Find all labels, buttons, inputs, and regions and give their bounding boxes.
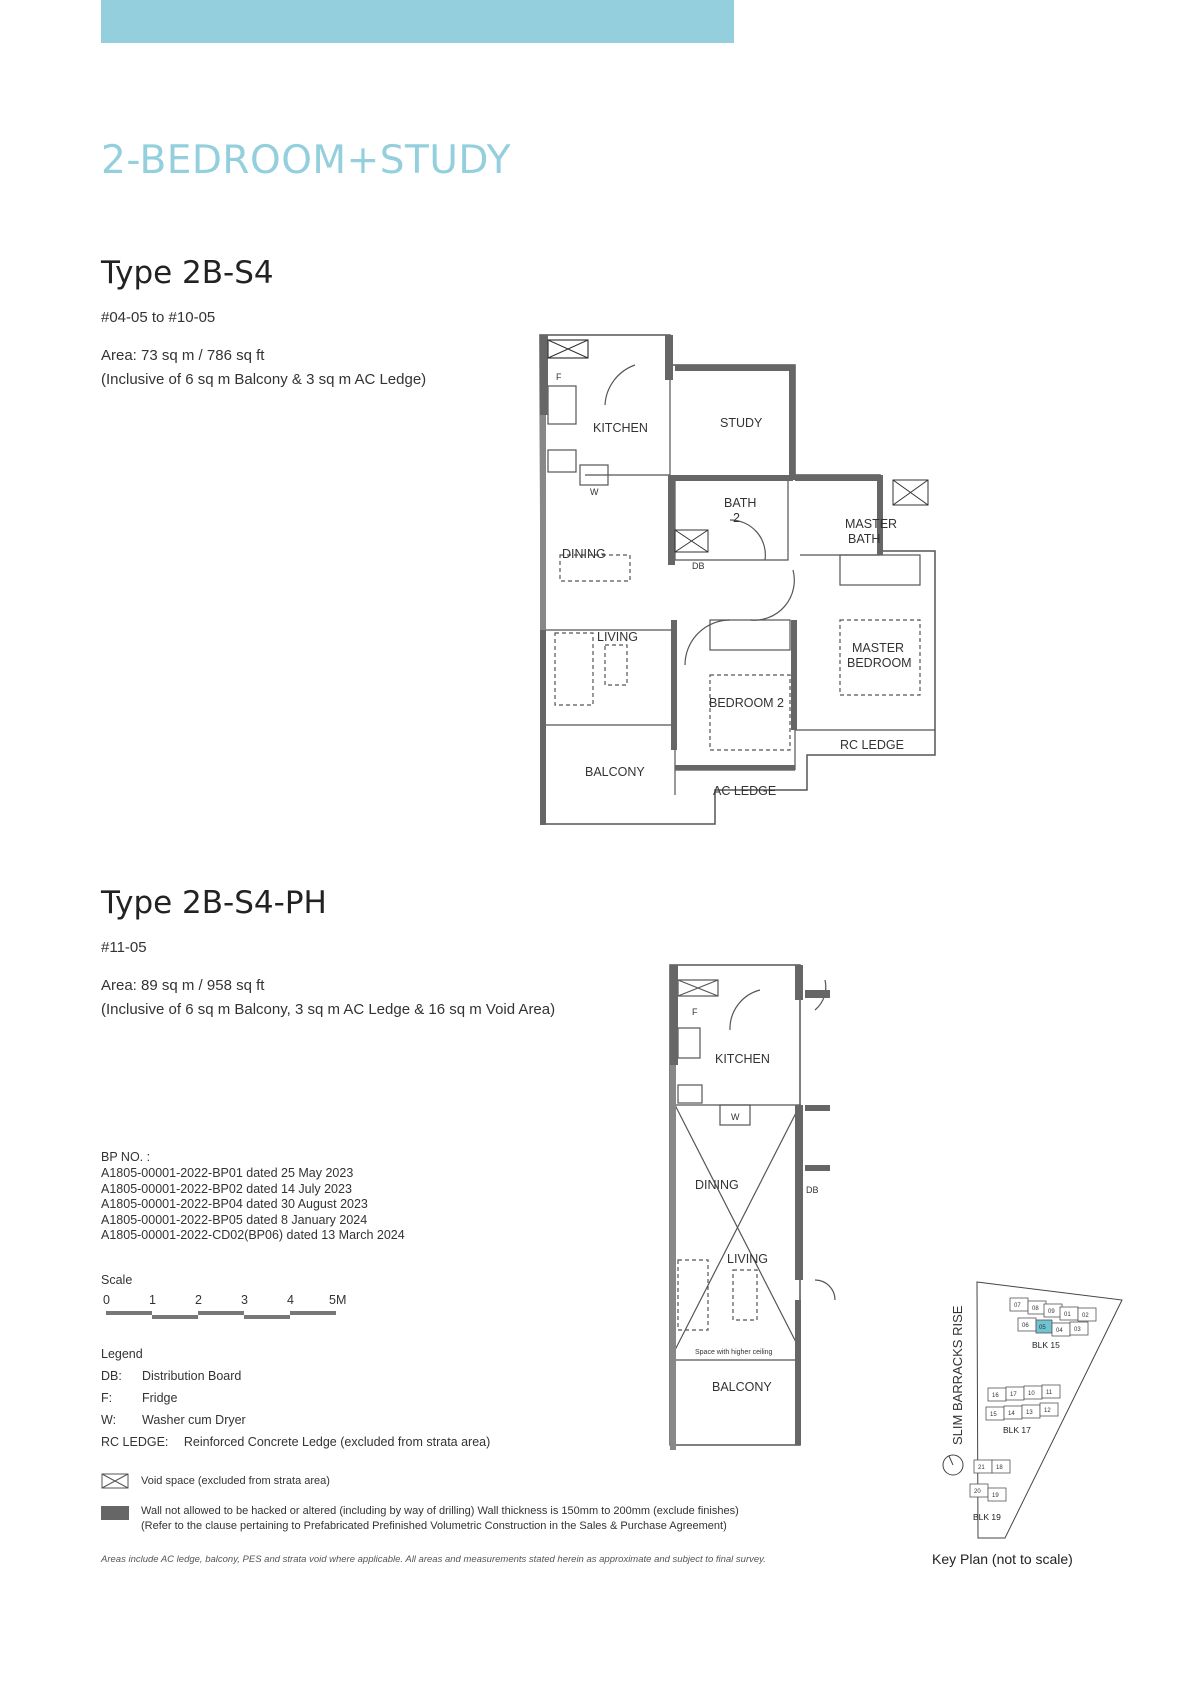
type2-area: Area: 89 sq m / 958 sq ft xyxy=(101,977,265,994)
t1-rcledge-label: RC LEDGE xyxy=(840,738,904,752)
bp-item: A1805-00001-2022-BP04 dated 30 August 2023 xyxy=(101,1197,368,1211)
svg-text:09: 09 xyxy=(1048,1309,1055,1315)
type2-units: #11-05 xyxy=(101,939,147,956)
scale-tick: 0 xyxy=(103,1293,110,1307)
t1-masterbed-b: BEDROOM xyxy=(847,656,912,670)
bp-list xyxy=(101,1166,405,1244)
svg-text:06: 06 xyxy=(1022,1323,1029,1329)
svg-text:10: 10 xyxy=(1028,1391,1035,1397)
svg-text:01: 01 xyxy=(1064,1312,1071,1318)
type1-inclusive: (Inclusive of 6 sq m Balcony & 3 sq m AC Ledge) xyxy=(101,371,427,388)
t1-kitchen-label: KITCHEN xyxy=(593,421,648,435)
wall-swatch xyxy=(101,1506,129,1520)
svg-text:18: 18 xyxy=(996,1465,1003,1471)
type2-title: Type 2B-S4-PH xyxy=(101,885,327,921)
t1-masterbath-b: BATH xyxy=(848,532,881,546)
legend-item-db: DB: Distribution Board xyxy=(101,1369,242,1383)
bp-item: A1805-00001-2022-BP02 dated 14 July 2023 xyxy=(101,1181,352,1196)
svg-text:19: 19 xyxy=(992,1493,999,1499)
t1-balcony-label: BALCONY xyxy=(585,765,645,779)
key-plan xyxy=(940,1270,1140,1540)
scale-tick: 3 xyxy=(241,1293,248,1307)
t2-f-label: F xyxy=(692,1007,698,1017)
blk19-label: BLK 19 xyxy=(973,1512,1001,1522)
type1-floor-plan xyxy=(535,330,945,830)
legend-void: Void space (excluded from strata area) xyxy=(141,1475,330,1487)
t1-bedroom2-label: BEDROOM 2 xyxy=(709,696,785,710)
t2-ceiling-label: Space with higher ceiling xyxy=(695,1349,773,1356)
t2-db-label: DB xyxy=(806,1185,819,1195)
svg-text:20: 20 xyxy=(974,1489,981,1495)
svg-text:21: 21 xyxy=(978,1465,985,1471)
t1-f-label: F xyxy=(556,372,562,382)
svg-text:17: 17 xyxy=(1010,1392,1017,1398)
t1-study-label: STUDY xyxy=(720,416,763,430)
t1-masterbed-a: MASTER xyxy=(852,641,905,655)
t1-acledge-label: AC LEDGE xyxy=(713,784,777,798)
void-swatch xyxy=(101,1473,129,1489)
bp-item: A1805-00001-2022-CD02(BP06) dated 13 March 2024 xyxy=(101,1228,405,1242)
svg-text:08: 08 xyxy=(1032,1306,1039,1312)
type2-floor-plan xyxy=(665,960,845,1460)
t1-w-label: W xyxy=(590,487,599,497)
legend-item-w: W: Washer cum Dryer xyxy=(101,1413,246,1427)
svg-text:02: 02 xyxy=(1082,1313,1089,1319)
north-arrow-icon xyxy=(943,1455,963,1475)
key-plan-caption: Key Plan (not to scale) xyxy=(932,1551,1073,1567)
page-title: 2-BEDROOM+STUDY xyxy=(101,138,512,183)
bp-item: A1805-00001-2022-BP05 dated 8 January 2024 xyxy=(101,1212,368,1227)
svg-text:12: 12 xyxy=(1044,1408,1051,1414)
svg-text:15: 15 xyxy=(990,1412,997,1418)
header-bar xyxy=(101,0,734,43)
scale-tick: 1 xyxy=(149,1293,156,1307)
svg-text:16: 16 xyxy=(992,1393,999,1399)
legend-item-f: F: Fridge xyxy=(101,1391,178,1405)
t2-kitchen-label: KITCHEN xyxy=(715,1052,770,1066)
type1-units: #04-05 to #10-05 xyxy=(101,309,216,326)
scale-label: Scale xyxy=(101,1273,133,1287)
bp-item: A1805-00001-2022-BP01 dated 25 May 2023 xyxy=(101,1166,354,1180)
legend-wall: Wall not allowed to be hacked or altered (including by way of drilling) Wall thickness is 150mm to 200mm (exclude finishes) (Refer to the clause pertaining to Prefabricated Prefinished Volumetric Construction in the Sales & Purchase Agreement) xyxy=(141,1505,739,1532)
svg-text:04: 04 xyxy=(1056,1328,1063,1334)
blk15-label: BLK 15 xyxy=(1032,1340,1060,1350)
t2-balcony-label: BALCONY xyxy=(712,1380,772,1394)
bp-label: BP NO. : xyxy=(101,1150,151,1164)
svg-text:11: 11 xyxy=(1046,1390,1053,1396)
scale-tick: 2 xyxy=(195,1293,202,1307)
scale-tick: 5M xyxy=(329,1293,347,1307)
type1-title: Type 2B-S4 xyxy=(101,255,274,291)
t1-bath2-label: BATH xyxy=(724,496,757,510)
t1-db-label: DB xyxy=(692,561,705,571)
type1-area: Area: 73 sq m / 786 sq ft xyxy=(101,347,265,364)
scale-bar xyxy=(101,1293,361,1323)
t1-bath2-num: 2 xyxy=(733,511,740,525)
t2-dining-label: DINING xyxy=(695,1178,739,1192)
t2-w-label: W xyxy=(731,1112,740,1122)
legend-item-rc: RC LEDGE: Reinforced Concrete Ledge (excluded from strata area) xyxy=(101,1435,491,1449)
legend-title: Legend xyxy=(101,1347,143,1361)
t1-dining-label: DINING xyxy=(562,547,606,561)
blk17-label: BLK 17 xyxy=(1003,1425,1031,1435)
svg-text:03: 03 xyxy=(1074,1327,1081,1333)
key-plan-road: SLIM BARRACKS RISE xyxy=(950,1305,965,1445)
type2-inclusive: (Inclusive of 6 sq m Balcony, 3 sq m AC Ledge & 16 sq m Void Area) xyxy=(101,1001,556,1018)
t2-living-label: LIVING xyxy=(727,1252,768,1266)
svg-text:05: 05 xyxy=(1039,1325,1046,1331)
t1-living-label: LIVING xyxy=(597,630,638,644)
footnote: Areas include AC ledge, balcony, PES and strata void where applicable. All areas and measurements stated herein as approximate and subject to final survey. xyxy=(101,1554,766,1565)
svg-text:13: 13 xyxy=(1026,1410,1033,1416)
svg-text:07: 07 xyxy=(1014,1303,1021,1309)
t1-masterbath-a: MASTER xyxy=(845,517,898,531)
scale-tick: 4 xyxy=(287,1293,294,1307)
svg-text:14: 14 xyxy=(1008,1411,1015,1417)
